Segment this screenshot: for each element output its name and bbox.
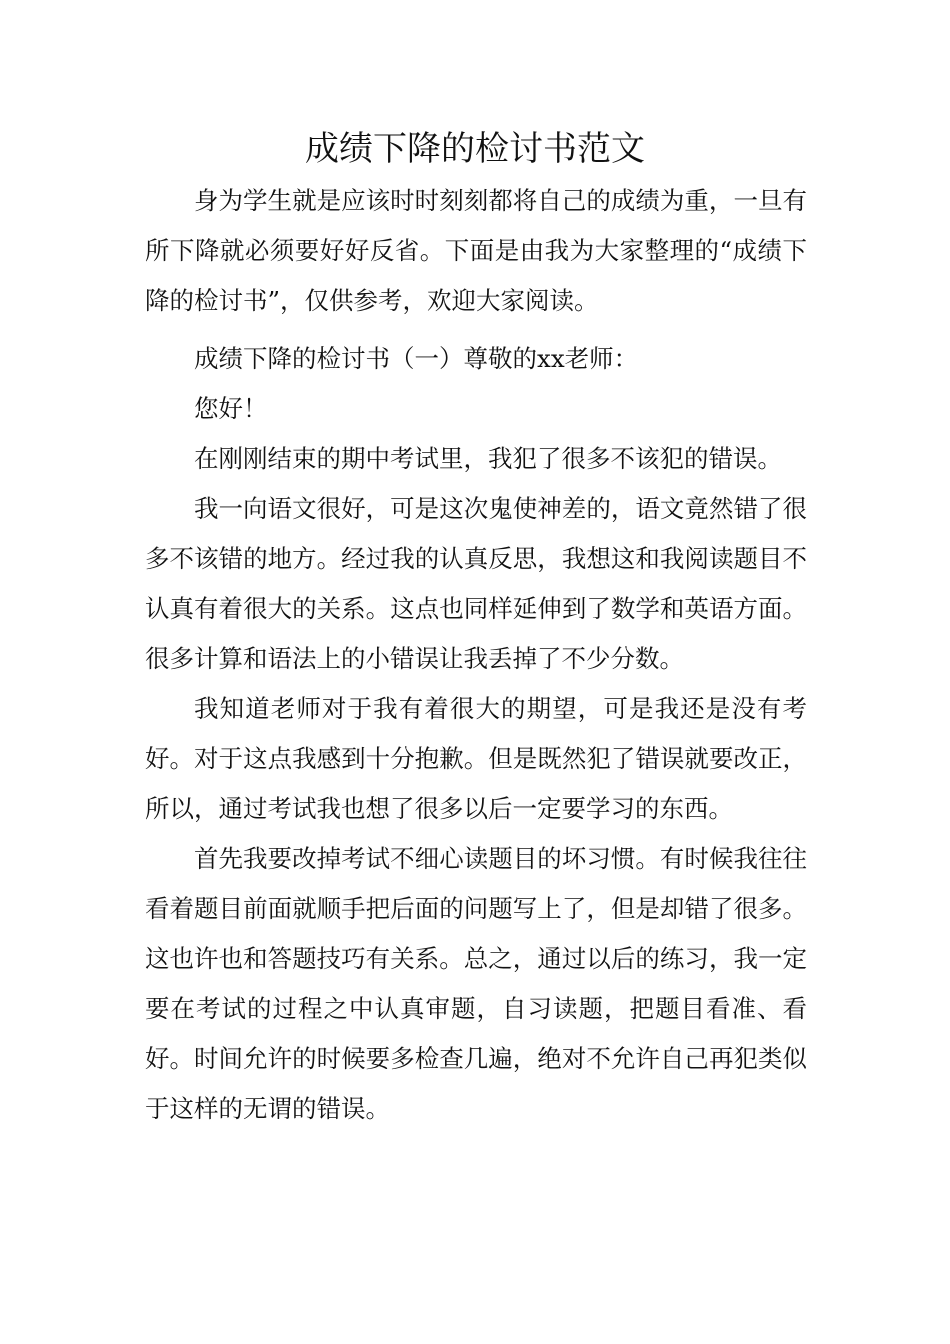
paragraph-exam-mistakes: 在刚刚结束的期中考试里，我犯了很多不该犯的错误。 bbox=[194, 444, 782, 473]
paragraph-intro: 身为学生就是应该时时刻刻都将自己的成绩为重，一旦有所下降就必须要好好反省。下面是由我为大家整理的“成绩下降的检讨书”，仅供参考，欢迎大家阅读。 bbox=[145, 186, 807, 315]
paragraph-greeting: 您好！ bbox=[194, 394, 268, 423]
document-title: 成绩下降的检讨书范文 bbox=[305, 129, 645, 169]
paragraph-gap bbox=[145, 326, 807, 334]
paragraph-salutation-heading: 成绩下降的检讨书（一）尊敬的xx老师： bbox=[194, 344, 639, 373]
document-body bbox=[145, 176, 807, 1134]
paragraph-improvement-plan: 首先我要改掉考试不细心读题目的坏习惯。有时候我往往看着题目前面就顺手把后面的问题写上了，但是却错了很多。这也许也和答题技巧有关系。总之，通过以后的练习，我一定要在考试的过程之中认真审题，自习读题，把题目看准、看好。时间允许的时候要多检查几遍，绝对不允许自己再犯类似于这样的无谓的错误。 bbox=[145, 844, 807, 1123]
paragraph-chinese-subject: 我一向语文很好，可是这次鬼使神差的，语文竟然错了很多不该错的地方。经过我的认真反思，我想这和我阅读题目不认真有着很大的关系。这点也同样延伸到了数学和英语方面。很多计算和语法上的小错误让我丢掉了不少分数。 bbox=[145, 494, 807, 673]
paragraph-teacher-expectation: 我知道老师对于我有着很大的期望，可是我还是没有考好。对于这点我感到十分抱歉。但是既然犯了错误就要改正，所以，通过考试我也想了很多以后一定要学习的东西。 bbox=[145, 694, 807, 823]
